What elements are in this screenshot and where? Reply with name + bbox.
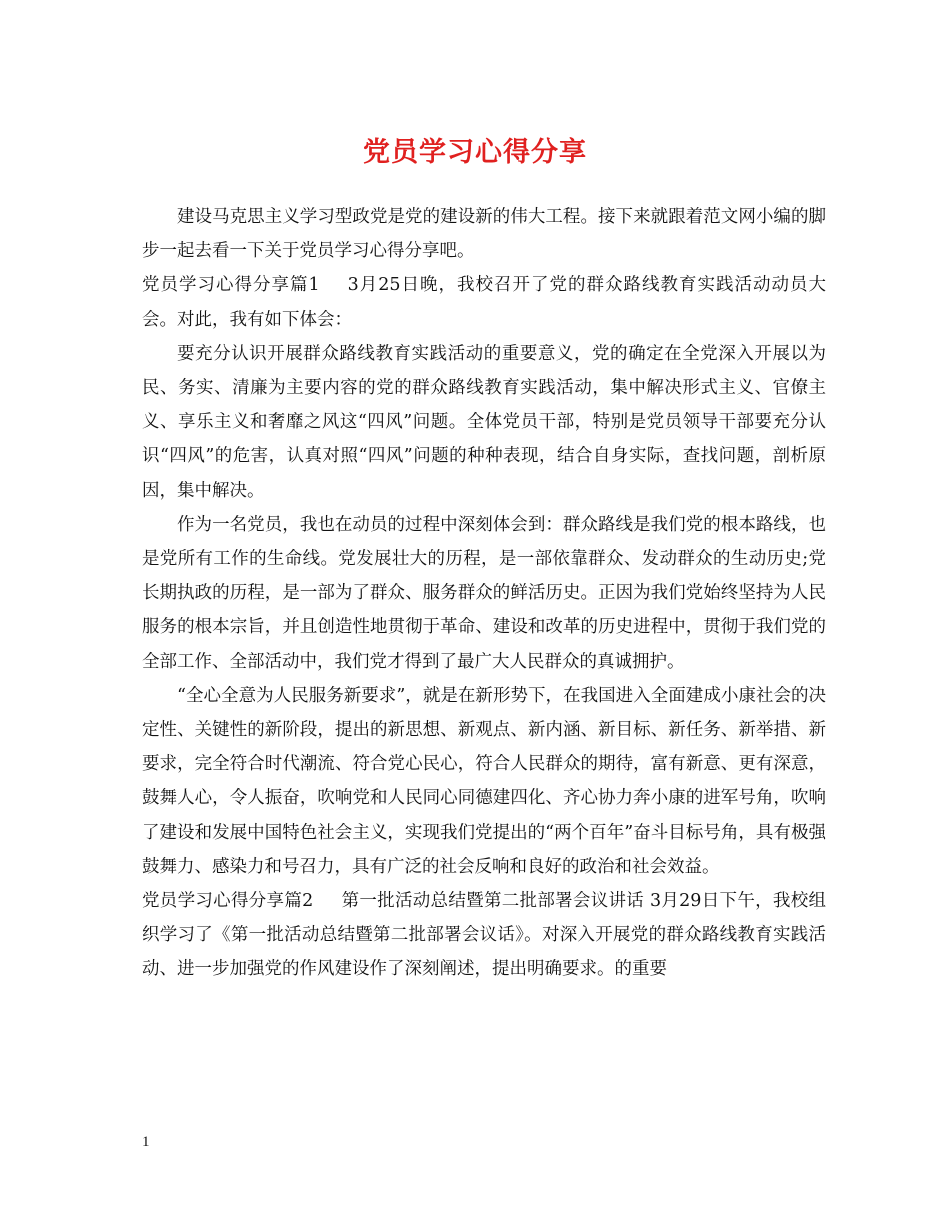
paragraph-body (142, 337, 826, 508)
paragraph-text: 建设马克思主义学习型政党是党的建设新的伟大工程。接下来就跟着范文网小编的脚步一起去看一下关于党员学习心得分享吧。 (142, 207, 826, 262)
section-heading: 党员学习心得分享篇1 (142, 275, 320, 296)
page-number: 1 (142, 1134, 150, 1150)
paragraph-intro (142, 200, 826, 268)
paragraph-body (142, 679, 826, 884)
paragraph-text: “全心全意为人民服务新要求”，就是在新形势下，在我国进入全面建成小康社会的决定性、关键性的新阶段，提出的新思想、新观点、新内涵、新目标、新任务、新举措、新要求，完全符合时代潮流、符合党心民心，符合人民群众的期待，富有新意、更有深意，鼓舞人心，令人振奋，吹响党和人民同心同德建四化、齐心协力奔小康的进军号角，吹响了建设和发展中国特色社会主义，实现我们党提出的“两个百年”奋斗目标号角，具有极强鼓舞力、感染力和号召力，具有广泛的社会反响和良好的政治和社会效益。 (142, 685, 826, 877)
section-heading: 党员学习心得分享篇2 (142, 891, 314, 912)
document-body (142, 200, 826, 987)
paragraph-body (142, 508, 826, 679)
paragraph-text: 作为一名党员，我也在动员的过程中深刻体会到：群众路线是我们党的根本路线，也是党所有工作的生命线。党发展壮大的历程，是一部依靠群众、发动群众的生动历史;党长期执政的历程，是一部为了群众、服务群众的鲜活历史。正因为我们党始终坚持为人民服务的根本宗旨，并且创造性地贯彻于革命、建设和改革的历史进程中，贯彻于我们党的全部工作、全部活动中，我们党才得到了最广大人民群众的真诚拥护。 (142, 514, 826, 672)
document-title: 党员学习心得分享 (363, 137, 587, 168)
paragraph-section-2 (142, 884, 826, 987)
paragraph-text: 第一批活动总结暨第二批部署会议讲话 3月29日下午，我校组织学习了《第一批活动总结暨第二批部署会议话》。对深入开展党的群众路线教育实践活动、进一步加强党的作风建设作了深刻阐述，提出明确要求。的重要 (142, 891, 827, 980)
paragraph-section-1 (142, 268, 826, 336)
paragraph-text: 要充分认识开展群众路线教育实践活动的重要意义，党的确定在全党深入开展以为民、务实、清廉为主要内容的党的群众路线教育实践活动，集中解决形式主义、官僚主义、享乐主义和奢靡之风这“四风”问题。全体党员干部，特别是党员领导干部要充分认识“四风”的危害，认真对照“四风”问题的种种表现，结合自身实际，查找问题，剖析原因，集中解决。 (142, 343, 826, 501)
paragraph-text: 3月25日晚，我校召开了党的群众路线教育实践活动动员大会。对此，我有如下体会： (142, 275, 826, 330)
